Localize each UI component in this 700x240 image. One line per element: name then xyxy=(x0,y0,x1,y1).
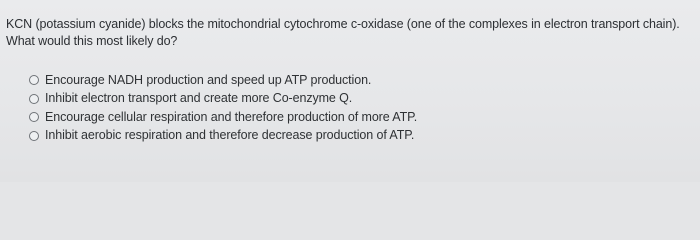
answer-option-label: Encourage cellular respiration and therefore production of more ATP. xyxy=(45,109,418,124)
answer-option-3[interactable] xyxy=(29,108,417,127)
answer-option-label: Inhibit electron transport and create more Co-enzyme Q. xyxy=(45,91,353,106)
answer-option-4[interactable] xyxy=(29,127,417,146)
question-text: KCN (potassium cyanide) blocks the mitochondrial cytochrome c-oxidase (one of the complexes in electron transport chain). What would this most likely do? xyxy=(6,17,680,48)
radio-button-icon[interactable] xyxy=(29,131,39,141)
answer-option-2[interactable] xyxy=(29,90,417,109)
radio-button-icon[interactable] xyxy=(29,112,39,122)
answer-options xyxy=(29,71,417,145)
answer-option-1[interactable] xyxy=(29,71,417,90)
radio-button-icon[interactable] xyxy=(29,94,39,104)
radio-button-icon[interactable] xyxy=(29,75,39,85)
answer-option-label: Inhibit aerobic respiration and therefore decrease production of ATP. xyxy=(45,128,415,143)
answer-option-label: Encourage NADH production and speed up ATP production. xyxy=(45,72,372,87)
